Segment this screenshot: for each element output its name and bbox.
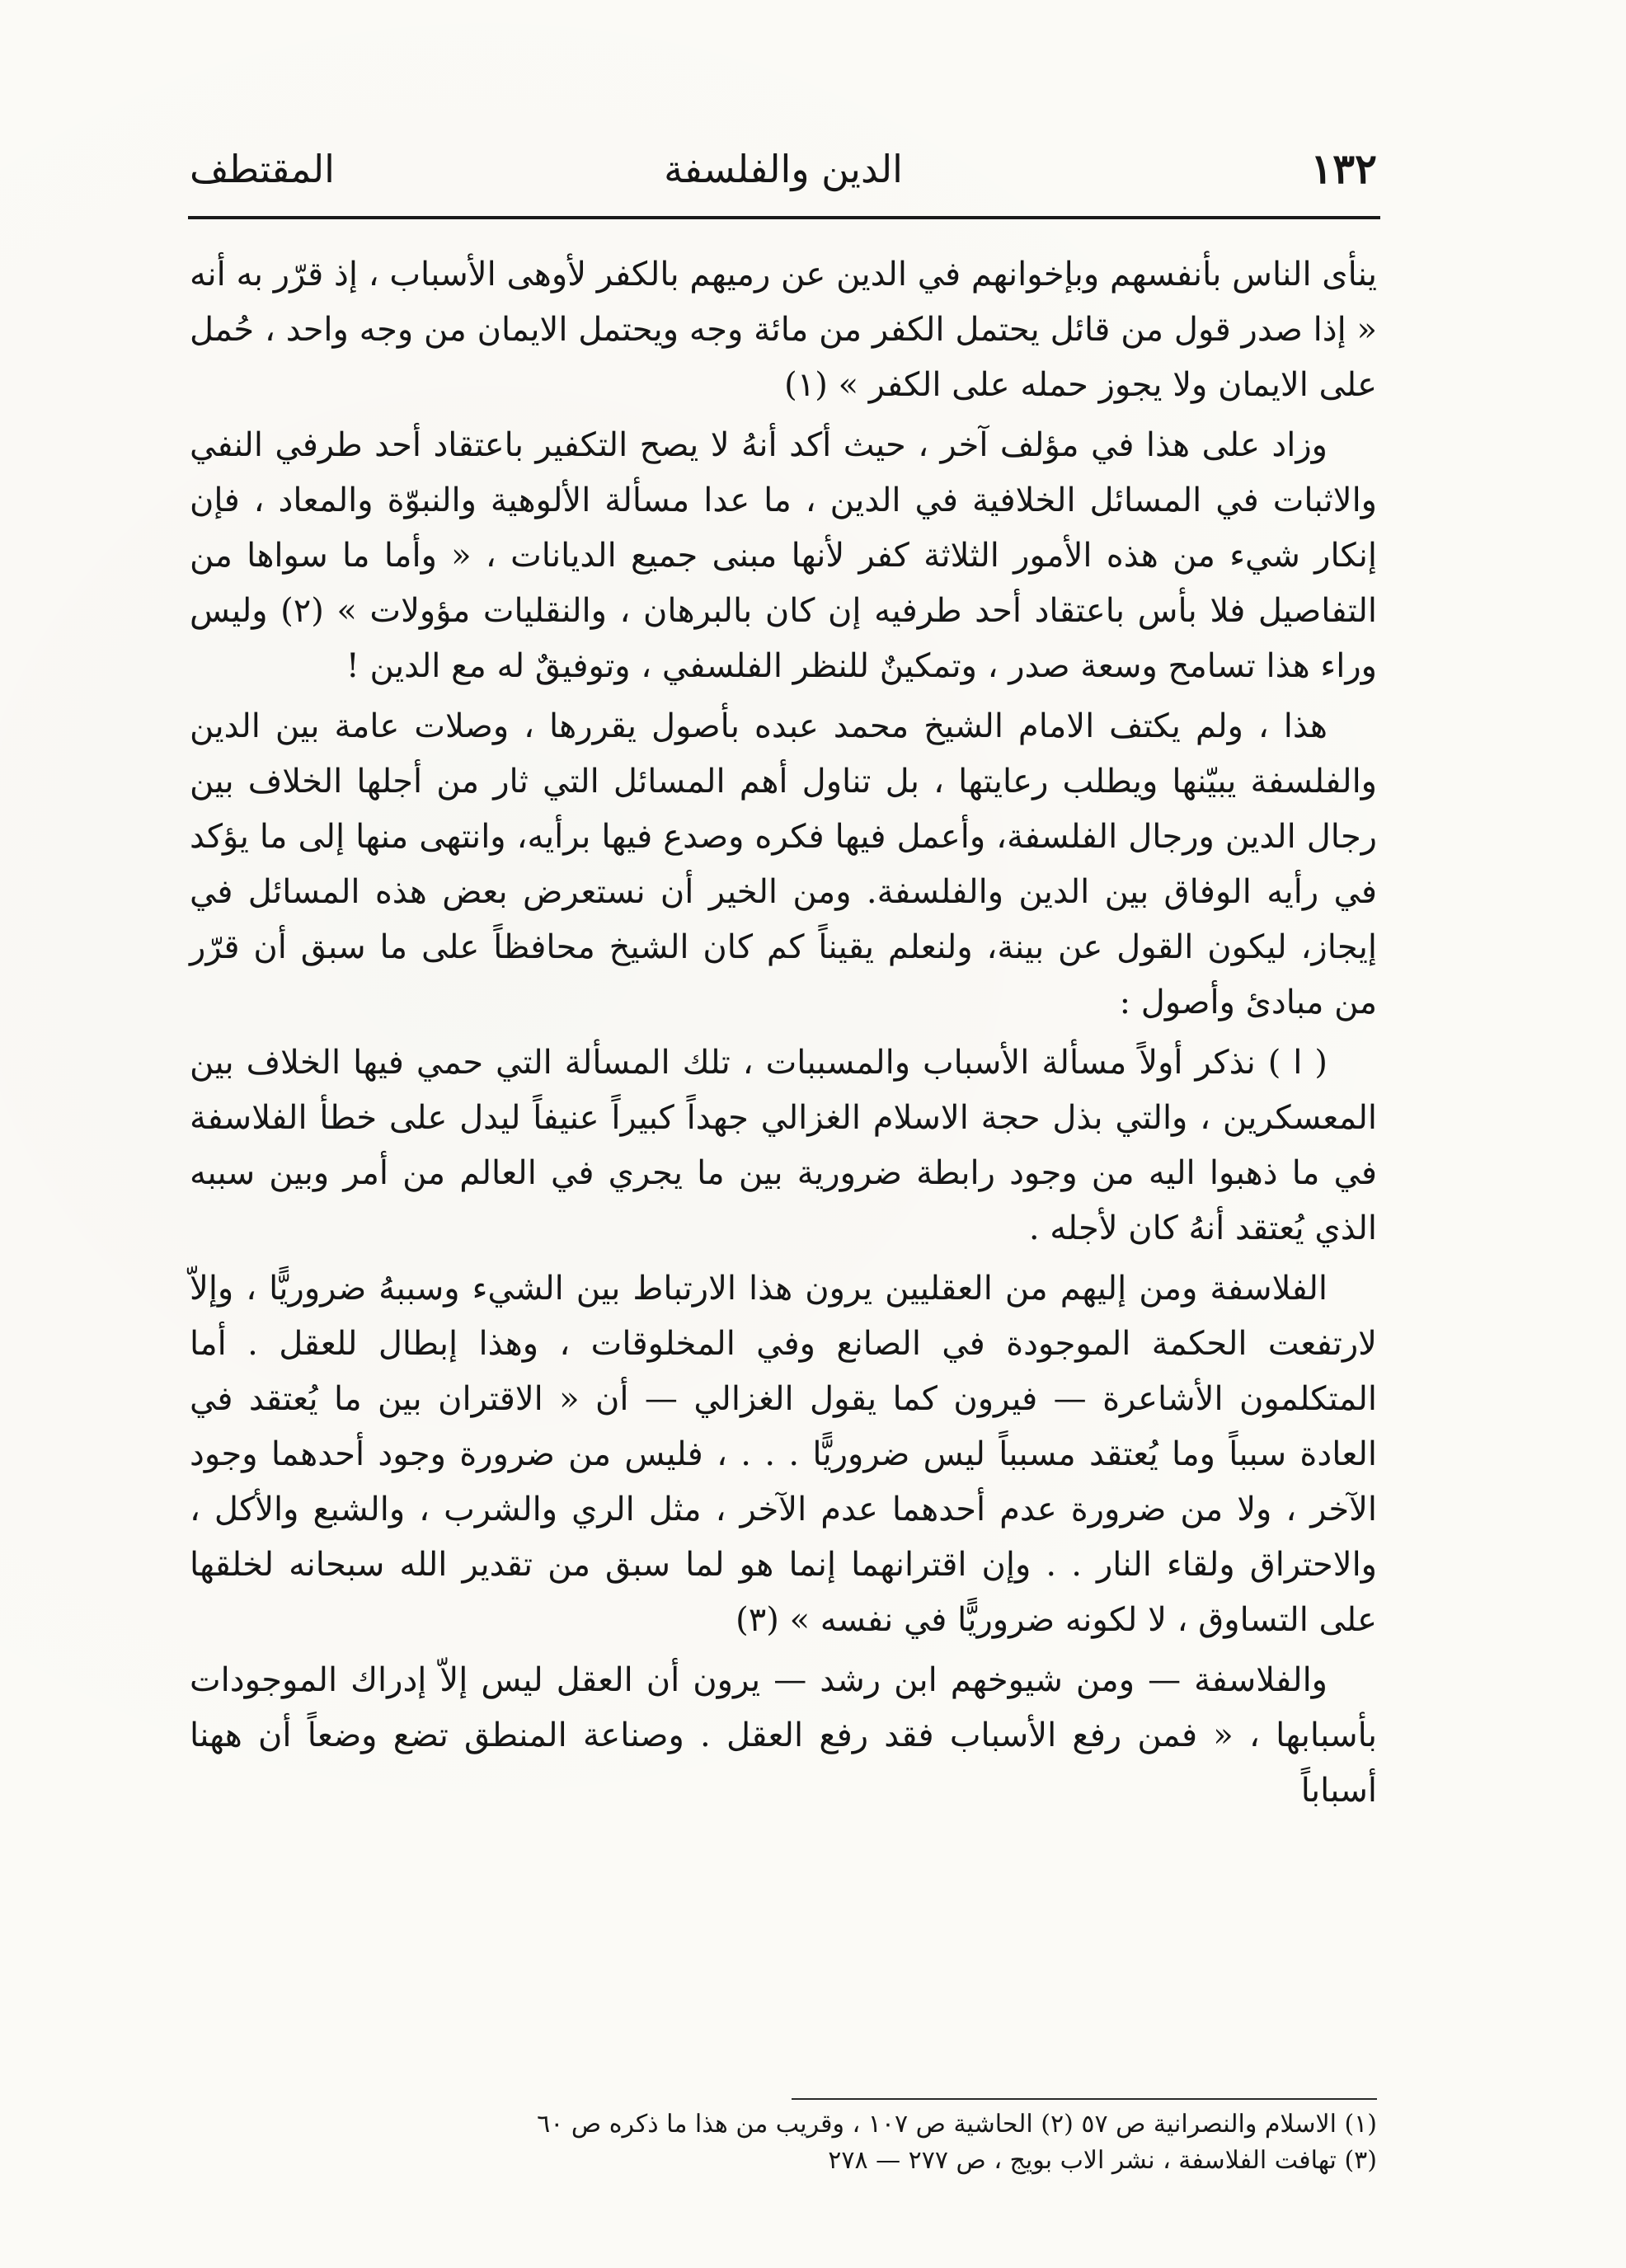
paragraph-4: ( ا ) نذكر أولاً مسألة الأسباب والمسببات ، تلك المسألة التي حمي فيها الخلاف بين المعسكرين ، والتي بذل حجة الاسلام الغزالي جهداً كبيراً عنيفاً ليدل على خطأ الفلاسفة في ما ذهبوا اليه من وجود رابطة ضرورية بين ما يجري في العالم من أمر وبين سببه الذي يُعتقد أنهُ كان لأجله .: [190, 1044, 1377, 1247]
journal-name: المقتطف: [190, 147, 335, 191]
footnote-divider: [792, 2098, 1377, 2100]
paragraph-3: هذا ، ولم يكتف الامام الشيخ محمد عبده بأصول يقررها ، وصلات عامة بين الدين والفلسفة يبيّنها ويطلب رعايتها ، بل تناول أهم المسائل التي ثار من أجلها الخلاف بين رجال الدين ورجال الفلسفة، وأعمل فيها فكره وصدع فيها برأيه، وانتهى منها إلى ما يؤكد في رأيه الوفاق بين الدين والفلسفة. ومن الخير أن نستعرض بعض هذه المسائل في إيجاز، ليكون القول عن بينة، ولنعلم يقيناً كم كان الشيخ محافظاً على ما سبق أن قرّر من مبادئ وأصول :: [190, 707, 1377, 1021]
paragraph-2: وزاد على هذا في مؤلف آخر ، حيث أكد أنهُ لا يصح التكفير باعتقاد أحد طرفي النفي والاثبات في المسائل الخلافية في الدين ، ما عدا مسألة الألوهية والنبوّة والمعاد ، فإن إنكار شيء من هذه الأمور الثلاثة كفر لأنها مبنى جميع الديانات ، « وأما ما سواها من التفاصيل فلا بأس باعتقاد أحد طرفيه إن كان بالبرهان ، والنقليات مؤولات » (٢) وليس وراء هذا تسامح وسعة صدر ، وتمكينٌ للنظر الفلسفي ، وتوفيقٌ له مع الدين !: [190, 426, 1378, 685]
page-number: ١٣٢: [1310, 144, 1377, 193]
header-divider: [188, 216, 1380, 219]
footnote-line-1: (١) الاسلام والنصرانية ص ٥٧ (٢) الحاشية ص ١٠٧ ، وقريب من هذا ما ذكره ص ٦٠: [537, 2110, 1377, 2139]
paragraph-1: ينأى الناس بأنفسهم وبإخوانهم في الدين عن رميهم بالكفر لأوهى الأسباب ، إذ قرّر به أنه « إذا صدر قول من قائل يحتمل الكفر من مائة وجه ويحتمل الايمان من وجه واحد ، حُمل على الايمان ولا يجوز حمله على الكفر » (١): [190, 256, 1377, 404]
footnotes: [247, 2106, 1377, 2179]
article-body: [190, 247, 1377, 1824]
footnote-line-2: (٣) تهافت الفلاسفة ، نشر الاب بويج ، ص ٢٧٧ — ٢٧٨: [828, 2146, 1377, 2175]
paragraph-6: والفلاسفة — ومن شيوخهم ابن رشد — يرون أن العقل ليس إلاّ إدراك الموجودات بأسبابها ، « فمن رفع الأسباب فقد رفع العقل . وصناعة المنطق تضع وضعاً أن ههنا أسباباً: [190, 1661, 1377, 1810]
paragraph-5: الفلاسفة ومن إليهم من العقليين يرون هذا الارتباط بين الشيء وسببهُ ضروريًّا ، وإلاّ لارتفعت الحكمة الموجودة في الصانع وفي المخلوقات ، وهذا إبطال للعقل . أما المتكلمون الأشاعرة — فيرون كما يقول الغزالي — أن « الاقتران بين ما يُعتقد في العادة سبباً وما يُعتقد مسبباً ليس ضروريًّا . . . ، فليس من ضرورة وجود أحدهما وجود الآخر ، ولا من ضرورة عدم أحدهما عدم الآخر ، مثل الري والشرب ، والشبع والأكل ، والاحتراق ولقاء النار . . وإن اقترانهما إنما هو لما سبق من تقدير الله سبحانه لخلقها على التساوق ، لا لكونه ضروريًّا في نفسه » (٣): [190, 1270, 1378, 1639]
page-header: [190, 140, 1377, 206]
running-title: الدين والفلسفة: [664, 147, 903, 191]
